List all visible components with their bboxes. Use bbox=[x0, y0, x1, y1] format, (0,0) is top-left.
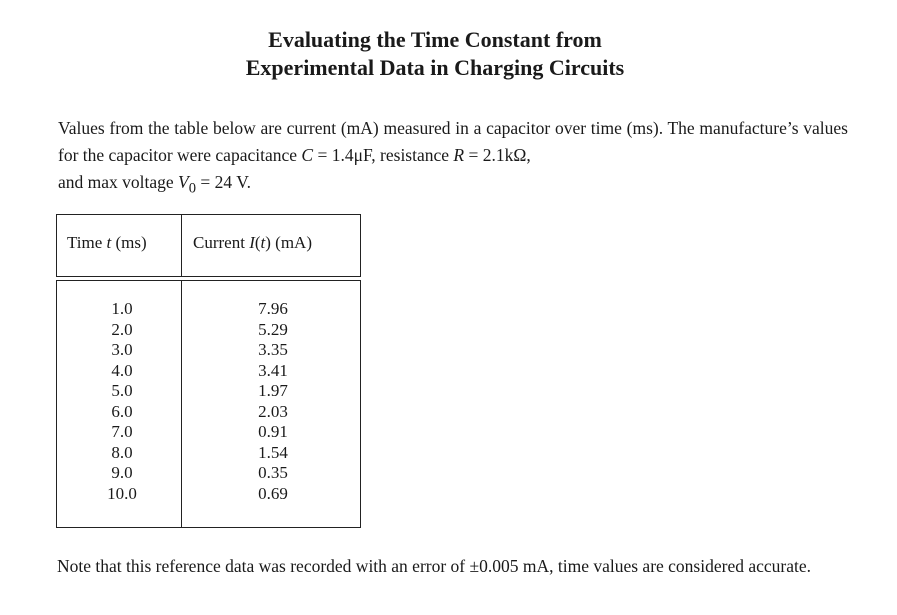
current-cell: 0.69 bbox=[258, 483, 288, 503]
header-time: Time t (ms) bbox=[67, 233, 147, 252]
document-title bbox=[0, 26, 870, 82]
body-divider bbox=[181, 281, 182, 527]
voltage-subscript: 0 bbox=[188, 180, 197, 197]
intro-paragraph bbox=[58, 115, 848, 203]
table-body bbox=[56, 280, 361, 528]
header-current: Current I(t) (mA) bbox=[193, 233, 312, 252]
voltage-value: = 24 V. bbox=[196, 172, 251, 192]
table-header bbox=[56, 214, 361, 277]
time-cell: 2.0 bbox=[111, 319, 133, 339]
error-note: Note that this reference data was recorded with an error of ±0.005 mA, time values are considered accurate. bbox=[57, 556, 811, 576]
title-line-1: Evaluating the Time Constant from bbox=[268, 27, 602, 52]
current-cell: 5.29 bbox=[258, 319, 288, 339]
current-cell: 3.35 bbox=[258, 340, 288, 359]
time-cell: 10.0 bbox=[107, 483, 137, 503]
current-cell: 1.97 bbox=[258, 381, 288, 400]
current-cell: 1.54 bbox=[258, 442, 288, 462]
title-line-2: Experimental Data in Charging Circuits bbox=[245, 55, 625, 80]
time-cell: 7.0 bbox=[111, 422, 133, 441]
time-cell: 1.0 bbox=[111, 299, 133, 318]
time-cell: 6.0 bbox=[111, 401, 133, 421]
time-cell: 9.0 bbox=[111, 463, 133, 482]
resistance-value: = 2.1kΩ, bbox=[464, 145, 531, 165]
resistance-symbol: R bbox=[453, 145, 465, 165]
capacitance-symbol: C bbox=[301, 145, 314, 165]
current-cell: 3.41 bbox=[258, 360, 288, 380]
data-table bbox=[56, 214, 361, 528]
voltage-symbol: V bbox=[178, 172, 189, 192]
intro-text-1: Values from the table below are current (mA) measured in a capacitor over time (ms). The manufacture’s values for the capacitor were capacitance bbox=[58, 118, 848, 165]
intro-text-2: and max voltage bbox=[58, 172, 179, 192]
time-cell: 4.0 bbox=[111, 360, 133, 380]
time-cell: 8.0 bbox=[111, 442, 133, 462]
time-cell: 3.0 bbox=[111, 340, 133, 359]
time-column bbox=[77, 299, 167, 504]
time-cell: 5.0 bbox=[111, 381, 133, 400]
current-column bbox=[223, 299, 323, 504]
header-divider bbox=[181, 215, 182, 276]
current-cell: 0.91 bbox=[258, 422, 288, 441]
current-cell: 2.03 bbox=[258, 401, 288, 421]
capacitance-value: = 1.4μF, resistance bbox=[313, 145, 454, 165]
current-cell: 0.35 bbox=[258, 463, 288, 482]
current-cell: 7.96 bbox=[258, 299, 288, 318]
